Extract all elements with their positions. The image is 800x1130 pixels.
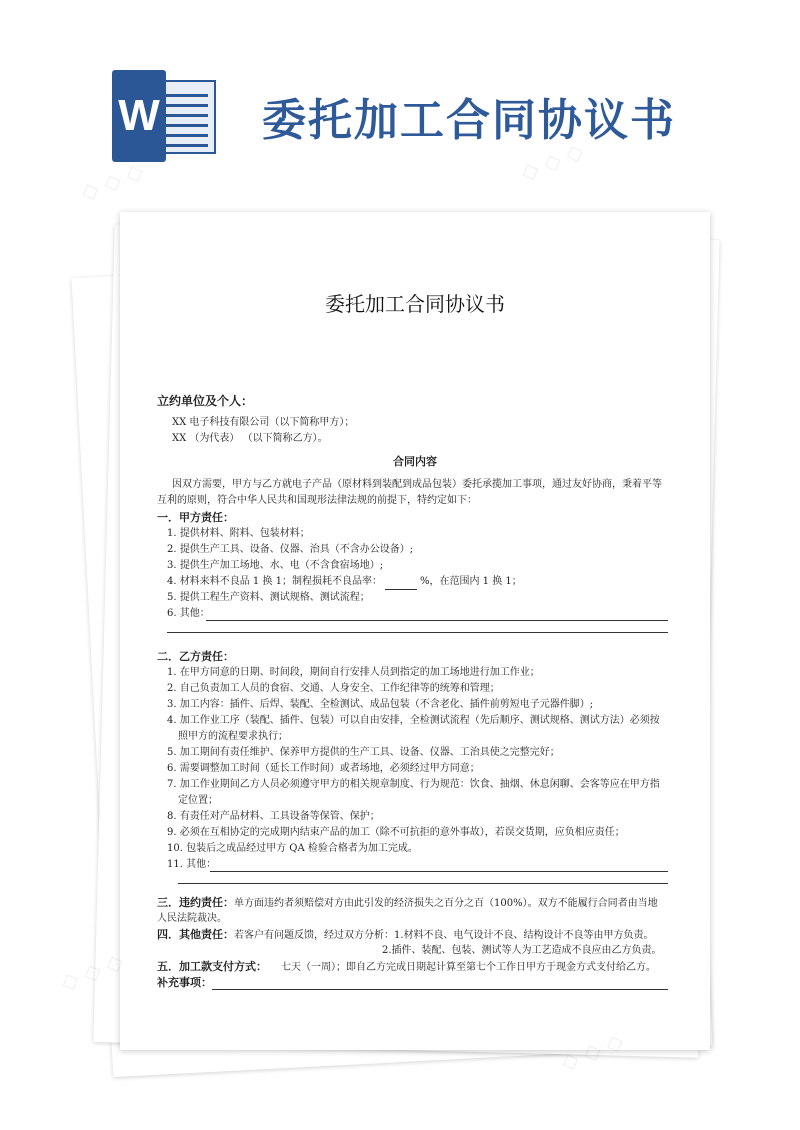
banner-title: 委托加工合同协议书 (262, 95, 676, 146)
section-d-text-2: 2.插件、装配、包装、测试等人为工艺造成不良应由乙方负责。 (382, 945, 662, 956)
parties-heading: 立约单位及个人： (157, 394, 254, 408)
section-b-item-8: 8. 有责任对产品材料、工具设备等保管、保护； (167, 811, 380, 822)
section-d-line-1 (157, 927, 654, 944)
supplement-blank-line (212, 989, 668, 990)
section-a-other-line-1 (206, 620, 668, 621)
section-b-item-3: 3. 加工内容：插件、后焊、装配、全检测试、成品包装（不含老化、插件前剪短电子元器件脚）; (167, 699, 594, 710)
section-a-item-4 (167, 574, 522, 590)
word-badge: W (112, 70, 166, 162)
defect-rate-blank (385, 579, 417, 590)
section-c-line-1 (157, 895, 658, 912)
section-b-item-9: 9. 必须在互相协定的完成期内结束产品的加工（除不可抗拒的意外事故），若误交货期，应负相应责任； (167, 827, 625, 838)
word-document-icon (112, 70, 220, 162)
section-c-text-1: 单方面违约者须赔偿对方由此引发的经济损失之百分之百（100%）。双方不能履行合同者由当地 (234, 898, 658, 909)
party-b-line: XX （为代表） （以下简称乙方）。 (172, 433, 328, 444)
section-e-text: 七天（一周）；即自乙方完成日期起计算至第七个工作日甲方于现金方式支付给乙方。 (281, 962, 656, 973)
section-b-item-4: 4. 加工作业工序（装配、插件、包装）可以自由安排，全检测试流程（先后顺序、测试规格、测试方法）必须按 (167, 715, 660, 726)
section-d-title: 四．其他责任： (157, 928, 234, 941)
section-a-item-1: 1. 提供材料、附料、包装材料； (167, 528, 310, 539)
section-b-other-line-1 (210, 871, 668, 872)
contract-document (120, 212, 710, 1050)
intro-line-2: 互利的原则，符合中华人民共和国现形法律法规的前提下，特约定如下： (157, 495, 477, 506)
item-4-prefix: 4. 材料来料不良品 1 换 1；制程损耗不良品率： (167, 576, 382, 587)
watermark-mark: ◇ ◇ ◇ (517, 138, 588, 187)
contract-content-heading: 合同内容 (393, 455, 437, 468)
section-b-item-11: 11. 其他： (167, 859, 217, 870)
section-a-item-2: 2. 提供生产工具、设备、仪器、治具（不含办公设备）; (167, 544, 414, 555)
section-b-other-line-2 (178, 883, 668, 884)
section-c-text-2: 人民法院裁决。 (157, 913, 227, 924)
section-a-item-3: 3. 提供生产加工场地、水、电（不含食宿场地）; (167, 560, 384, 571)
banner (0, 0, 800, 210)
section-a-item-5: 5. 提供工程生产资料、测试规格、测试流程； (167, 592, 370, 603)
section-b-item-10: 10. 包装后之成品经过甲方 QA 检验合格者为加工完成。 (167, 843, 418, 854)
section-a-title: 一．甲方责任： (157, 511, 234, 524)
watermark-mark: ◇ ◇ ◇ (77, 158, 148, 207)
section-b-item-7-cont: 定位置； (178, 795, 218, 806)
section-b-item-6: 6. 需要调整加工时间（延长工作时间）或者场地，必须经过甲方同意； (167, 763, 480, 774)
section-b-item-5: 5. 加工期间有责任维护、保养甲方提供的生产工具、设备、仪器、工治具使之完整完好； (167, 747, 560, 758)
section-b-item-1: 1. 在甲方同意的日期、时间段，期间自行安排人员到指定的加工场地进行加工作业； (167, 667, 540, 678)
section-a-item-6: 6. 其他： (167, 608, 210, 619)
document-title: 委托加工合同协议书 (325, 292, 505, 316)
section-d-text-1: 若客户有问题反馈，经过双方分析：1.材料不良、电气设计不良、结构设计不良等由甲方负责。 (234, 930, 654, 941)
paper-sheet-front (120, 212, 710, 1050)
section-b-title: 二．乙方责任： (157, 650, 234, 663)
watermark-mark: ◇ ◇ ◇ (57, 948, 128, 997)
section-b-item-7: 7. 加工作业期间乙方人员必须遵守甲方的相关规章制度、行为规范：饮食、抽烟、休息闲聊、会客等应在甲方指 (167, 779, 660, 790)
party-a-line: XX 电子科技有限公司（以下简称甲方）； (172, 417, 355, 428)
section-b-item-2: 2. 自己负责加工人员的食宿、交通、人身安全、工作纪律等的统筹和管理； (167, 683, 500, 694)
item-4-suffix: %，在范围内 1 换 1； (419, 576, 522, 587)
section-e-title: 五．加工款支付方式： (157, 960, 267, 973)
intro-line-1: 因双方需要，甲方与乙方就电子产品（原材料到装配到成品包装）委托承揽加工事项，通过友好协商，秉着平等 (172, 479, 662, 490)
section-e-line (157, 959, 656, 976)
section-c-title: 三．违约责任： (157, 896, 234, 909)
section-a-other-line-2 (167, 632, 668, 633)
supplement-label: 补充事项： (157, 976, 212, 989)
section-b-item-4-cont: 照甲方的流程要求执行； (178, 731, 288, 742)
